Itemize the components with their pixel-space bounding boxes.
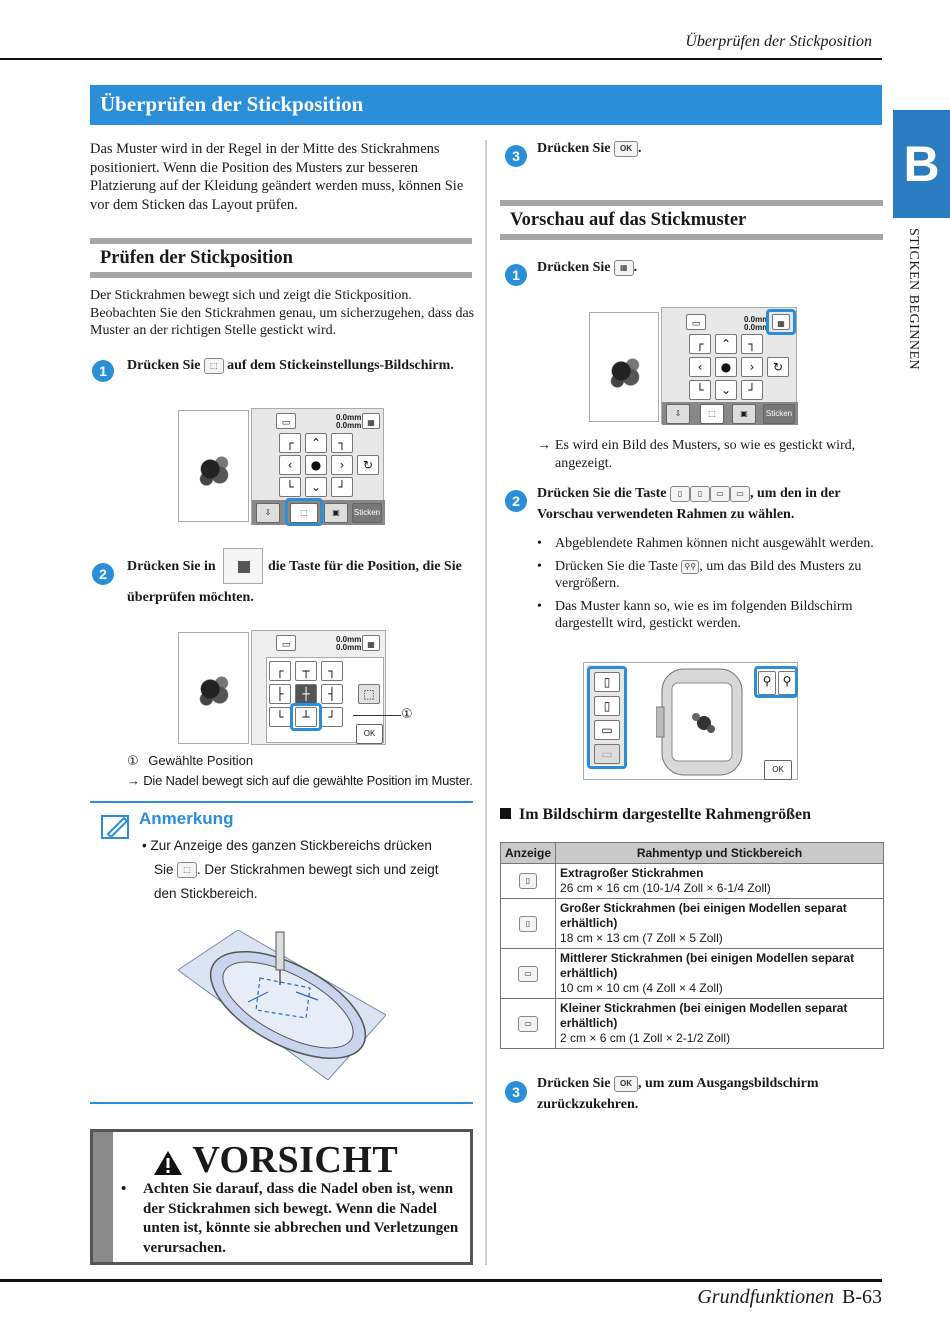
mm-readout: 0.0mm 0.0mm [336,413,362,430]
legend: ① Gewählte Position [127,753,254,768]
embroidery-motif [606,353,644,393]
callout-marker: ① [401,706,413,721]
note-rule-bottom [90,1102,473,1104]
move-down-key: ⌄ [715,380,737,400]
highlight [285,498,323,526]
frame-m-key: ▭ [594,720,620,740]
frame-l-icon: ▯ [519,916,537,932]
needle-key: ⇩ [666,404,690,424]
move-up-left-key: ┌ [279,433,301,453]
step-2-text-c: überprüfen möchten. [127,590,254,605]
running-header: Überprüfen der Stickposition [685,33,872,50]
footer [697,1286,882,1309]
r-step-2-text: Drücken Sie die Taste ▯ ▯ ▭ ▭ , um den in der Vorschau verwendeten Rahmen zu wählen. [537,486,841,522]
chapter-tab: B [893,110,950,218]
ok-key: OK [764,760,792,780]
step-2-text-a: Drücken Sie in [127,559,216,574]
frame-size-table [500,842,884,1049]
highlight-frames [587,666,627,769]
step-3-text: Drücken Sie OK . [537,141,642,156]
note-title: Anmerkung [139,809,234,828]
preview-key: ▦ [772,314,790,330]
sticken-key: Sticken [763,404,795,424]
rotate-key: ↻ [767,357,789,377]
screen-figure-3 [589,307,799,424]
highlight-zoom [754,666,798,698]
frame-check-key-icon: ⬚ [204,358,224,374]
column-divider [485,140,487,1265]
preview-panel [178,632,249,744]
step-3-badge: 3 [505,145,527,167]
frame-l-key: ▯ [594,696,620,716]
table-heading: Im Bildschirm dargestellte Rahmengrößen [500,806,811,824]
ok-key-icon: OK [614,141,638,157]
move-center-key: ● [305,455,327,475]
move-down-right-key: ┘ [331,477,353,497]
section-title-vorschau: Vorschau auf das Stickmuster [500,200,883,240]
frame-s-key-icon: ▭ [730,486,750,502]
caution-box [90,1129,473,1265]
preview-panel [589,312,659,422]
position-grid-icon [223,548,263,584]
table-row: ▯ Großer Stickrahmen (bei einigen Modellen separat erhältlich) 18 cm × 13 cm (7 Zoll × 5 Zoll) [501,899,884,949]
sticken-key: Sticken [352,503,382,523]
embroidery-motif [195,451,233,491]
r-bullets: • Abgeblendete Rahmen können nicht ausgewählt werden. • Drücken Sie die Taste ⚲⚲ , um das Bild des Musters zu vergrößern. • Das Muster kann so, wie es im folgenden Bildschirm dargestellt wird, gestickt werden. [537,536,874,631]
frame-s-key: ▭ [594,744,620,764]
zoom-out-key: ⚲ [778,671,796,695]
move-up-left-key: ┌ [689,334,711,354]
move-down-left-key: └ [279,477,301,497]
hoop-illustration [178,930,386,1080]
move-up-key: ⌃ [715,334,737,354]
highlight [290,703,322,731]
move-down-key: ⌄ [305,477,327,497]
frame-m-key-icon: ▭ [710,486,730,502]
screen-figure-4 [583,662,798,780]
control-panel [251,630,386,745]
table-col-rahmentyp: Rahmentyp und Stickbereich [556,843,884,864]
frame-check-key: ⬚ [290,503,318,523]
table-row: ▭ Mittlerer Stickrahmen (bei einigen Modellen separat erhältlich) 10 cm × 10 cm (4 Zoll × 4 Zoll) [501,949,884,999]
r-arrow-text: → Es wird ein Bild des Musters, so wie es gestickt wird, angezeigt. [537,438,856,471]
pos-bottom-key: ┴ [295,707,317,727]
page-title: Überprüfen der Stickposition [90,85,882,125]
control-panel [661,307,797,424]
intro-text: Das Muster wird in der Regel in der Mitte des Stickrahmens positioniert. Wenn die Position des Musters zur besseren Platzierung auf der Kleidung geändert werden muss, können Sie vor dem Sticken das Layout prüfen. [90,141,464,213]
preview-key: ▦ [362,635,380,651]
pos-right-key: ┤ [321,684,343,704]
section-title-pruefen: Prüfen der Stickposition [90,238,472,278]
frame-check-key-icon: ⬚ [177,862,197,878]
move-right-key: › [741,357,763,377]
table-row: ▯ Extragroßer Stickrahmen 26 cm × 16 cm (10-1/4 Zoll × 6-1/4 Zoll) [501,864,884,899]
preview-key-icon: ▦ [614,260,634,276]
move-up-right-key: ┐ [331,433,353,453]
table-col-anzeige: Anzeige [501,843,556,864]
screen-figure-1 [178,408,386,525]
pos-bottom-right-key: ┘ [321,707,343,727]
caution-strip [93,1132,113,1262]
step-1-text: Drücken Sie ⬚ auf dem Stickeinstellungs-Bildschirm. [127,358,454,373]
pos-center-key: ┼ [295,684,317,704]
callout-line [353,715,401,716]
rotate-key: ↻ [357,455,379,475]
screen-figure-2 [178,630,388,745]
table-row: ▭ Kleiner Stickrahmen (bei einigen Modellen separat erhältlich) 2 cm × 6 cm (1 Zoll × 2-1/2 Zoll) [501,999,884,1049]
step-2-text-b: die Taste für die Position, die Sie [268,559,462,574]
move-up-right-key: ┐ [741,334,763,354]
move-down-left-key: └ [689,380,711,400]
embroidery-motif [195,671,233,711]
step-1-badge: 1 [92,360,114,382]
layout-key: ▣ [324,503,348,523]
move-up-key: ⌃ [305,433,327,453]
frame-check-key: ⬚ [700,404,724,424]
caution-text: • Achten Sie darauf, dass die Nadel oben ist, wenn der Stickrahmen sich bewegt. Wenn die Nadel unten ist, könnte sie abbrechen und Verletzungen verursachen. [121,1181,459,1256]
move-down-right-key: ┘ [741,380,763,400]
move-right-key: › [331,455,353,475]
move-left-key: ‹ [279,455,301,475]
position-grid-center [238,561,250,573]
pos-top-key: ┬ [295,661,317,681]
frame-check-key: ⬚ [358,684,380,704]
frame-icon: ▭ [686,314,706,330]
note-rule-top [90,801,473,803]
r-step-1-text: Drücken Sie ▦ . [537,260,638,275]
pos-left-key: ├ [269,684,291,704]
needle-key: ⇩ [256,503,280,523]
r-step-2-badge: 2 [505,490,527,512]
warning-icon [153,1149,183,1177]
preview-panel [178,410,249,522]
r-step-3-badge: 3 [505,1081,527,1103]
frame-xl-icon: ▯ [519,873,537,889]
chapter-label: STICKEN BEGINNEN [906,228,921,371]
highlight [766,309,796,335]
hoop-preview [656,667,748,777]
frame-xl-key: ▯ [594,672,620,692]
footer-rule [0,1279,882,1282]
header-rule [0,58,882,60]
control-panel [251,408,384,525]
step-2-badge: 2 [92,563,114,585]
note-pencil-icon [100,812,132,840]
pos-top-right-key: ┐ [321,661,343,681]
page-number: B-63 [842,1286,882,1308]
ok-key: OK [356,724,383,744]
r-step-3-text: Drücken Sie OK , um zum Ausgangsbildschirm zurückzukehren. [537,1076,819,1112]
frame-xl-key-icon: ▯ [670,486,690,502]
section1-intro: Der Stickrahmen bewegt sich und zeigt die Stickposition. Beobachten Sie den Stickrahmen genau, um sicherzugehen, dass das Muster an der richtigen Stelle gestickt wird. [90,288,475,338]
preview-key: ▦ [362,413,380,429]
caution-title: VORSICHT [153,1138,398,1182]
note-body: • Zur Anzeige des ganzen Stickbereichs drücken Sie ⬚ . Der Stickrahmen bewegt sich und zeigt den Stickbereich. [142,838,439,901]
r-step-1-badge: 1 [505,264,527,286]
frame-icon: ▭ [276,413,296,429]
mm-readout: 0.0mm 0.0mm [336,635,362,652]
mm-readout: 0.0mm 0.0mm [744,315,770,332]
ok-key-icon: OK [614,1076,638,1092]
frame-icon: ▭ [276,635,296,651]
frame-l-key-icon: ▯ [690,486,710,502]
frame-m-icon: ▭ [518,966,538,982]
move-center-key: ● [715,357,737,377]
zoom-key-icon: ⚲⚲ [681,560,699,574]
zoom-in-key: ⚲ [758,671,776,695]
layout-key: ▣ [732,404,756,424]
frame-s-icon: ▭ [518,1016,538,1032]
move-left-key: ‹ [689,357,711,377]
footer-section: Grundfunktionen [697,1286,834,1308]
pos-bottom-left-key: └ [269,707,291,727]
legend-arrow: → Die Nadel bewegt sich auf die gewählte Position im Muster. [127,773,473,788]
pos-top-left-key: ┌ [269,661,291,681]
